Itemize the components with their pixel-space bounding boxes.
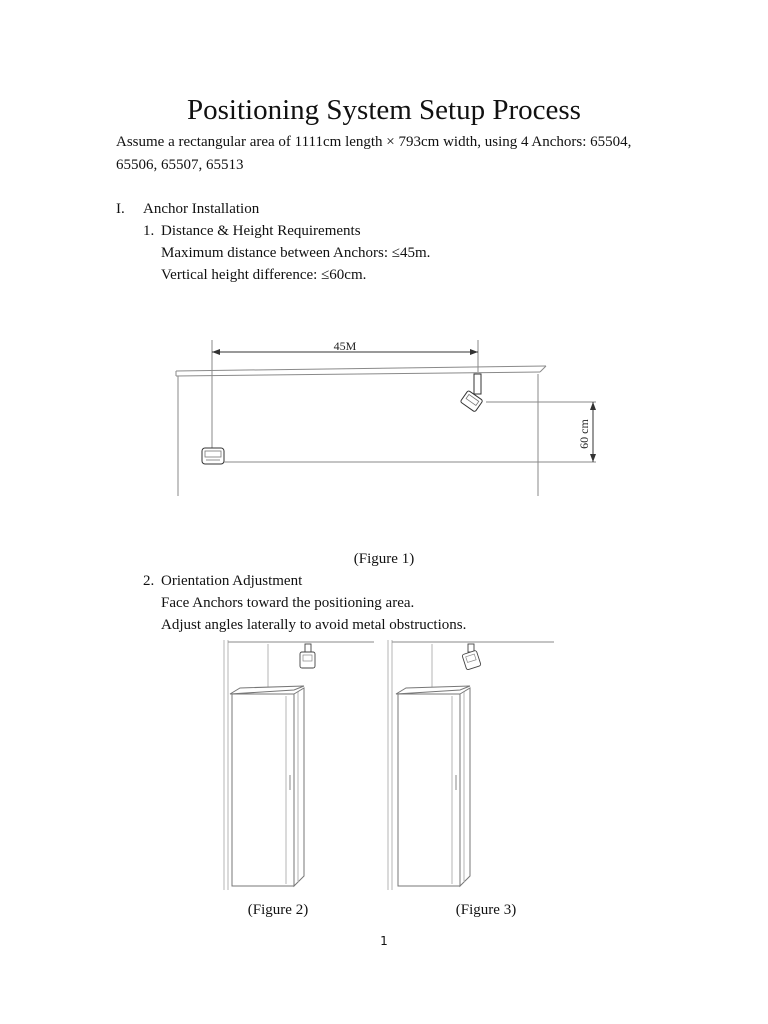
page-title: Positioning System Setup Process: [187, 94, 581, 126]
item-2-line: Adjust angles laterally to avoid metal obstructions.: [161, 617, 467, 633]
anchor-device-icon: [462, 644, 481, 670]
anchor-device-icon: [202, 448, 224, 464]
figure-2-caption: (Figure 2): [247, 902, 309, 918]
item-2-number: 2.: [143, 573, 155, 589]
metal-cabinet: [396, 686, 470, 886]
height-label: 60 cm: [577, 419, 591, 449]
figure-2: [222, 640, 374, 892]
figure-3-caption: (Figure 3): [455, 902, 517, 918]
section-numeral: I.: [116, 201, 125, 217]
figure-3: [386, 640, 556, 892]
intro-paragraph: Assume a rectangular area of 1111cm length × 793cm width, using 4 Anchors: 65504, 65506, 65507, 65513: [116, 134, 632, 173]
distance-label: 45M: [333, 339, 357, 353]
item-1-line: Maximum distance between Anchors: ≤45m.: [161, 245, 431, 261]
item-1-heading: Distance & Height Requirements: [161, 223, 361, 239]
item-2-line: Face Anchors toward the positioning area.: [161, 595, 415, 611]
figure-1: [160, 288, 604, 544]
anchor-device-icon: [300, 644, 315, 668]
metal-cabinet: [230, 686, 304, 886]
section-heading: Anchor Installation: [143, 201, 260, 217]
item-2-heading: Orientation Adjustment: [161, 573, 303, 589]
page-number: 1: [380, 934, 388, 948]
item-1-number: 1.: [143, 223, 155, 239]
item-1-line: Vertical height difference: ≤60cm.: [161, 267, 367, 283]
figure-1-caption: (Figure 1): [353, 551, 415, 567]
